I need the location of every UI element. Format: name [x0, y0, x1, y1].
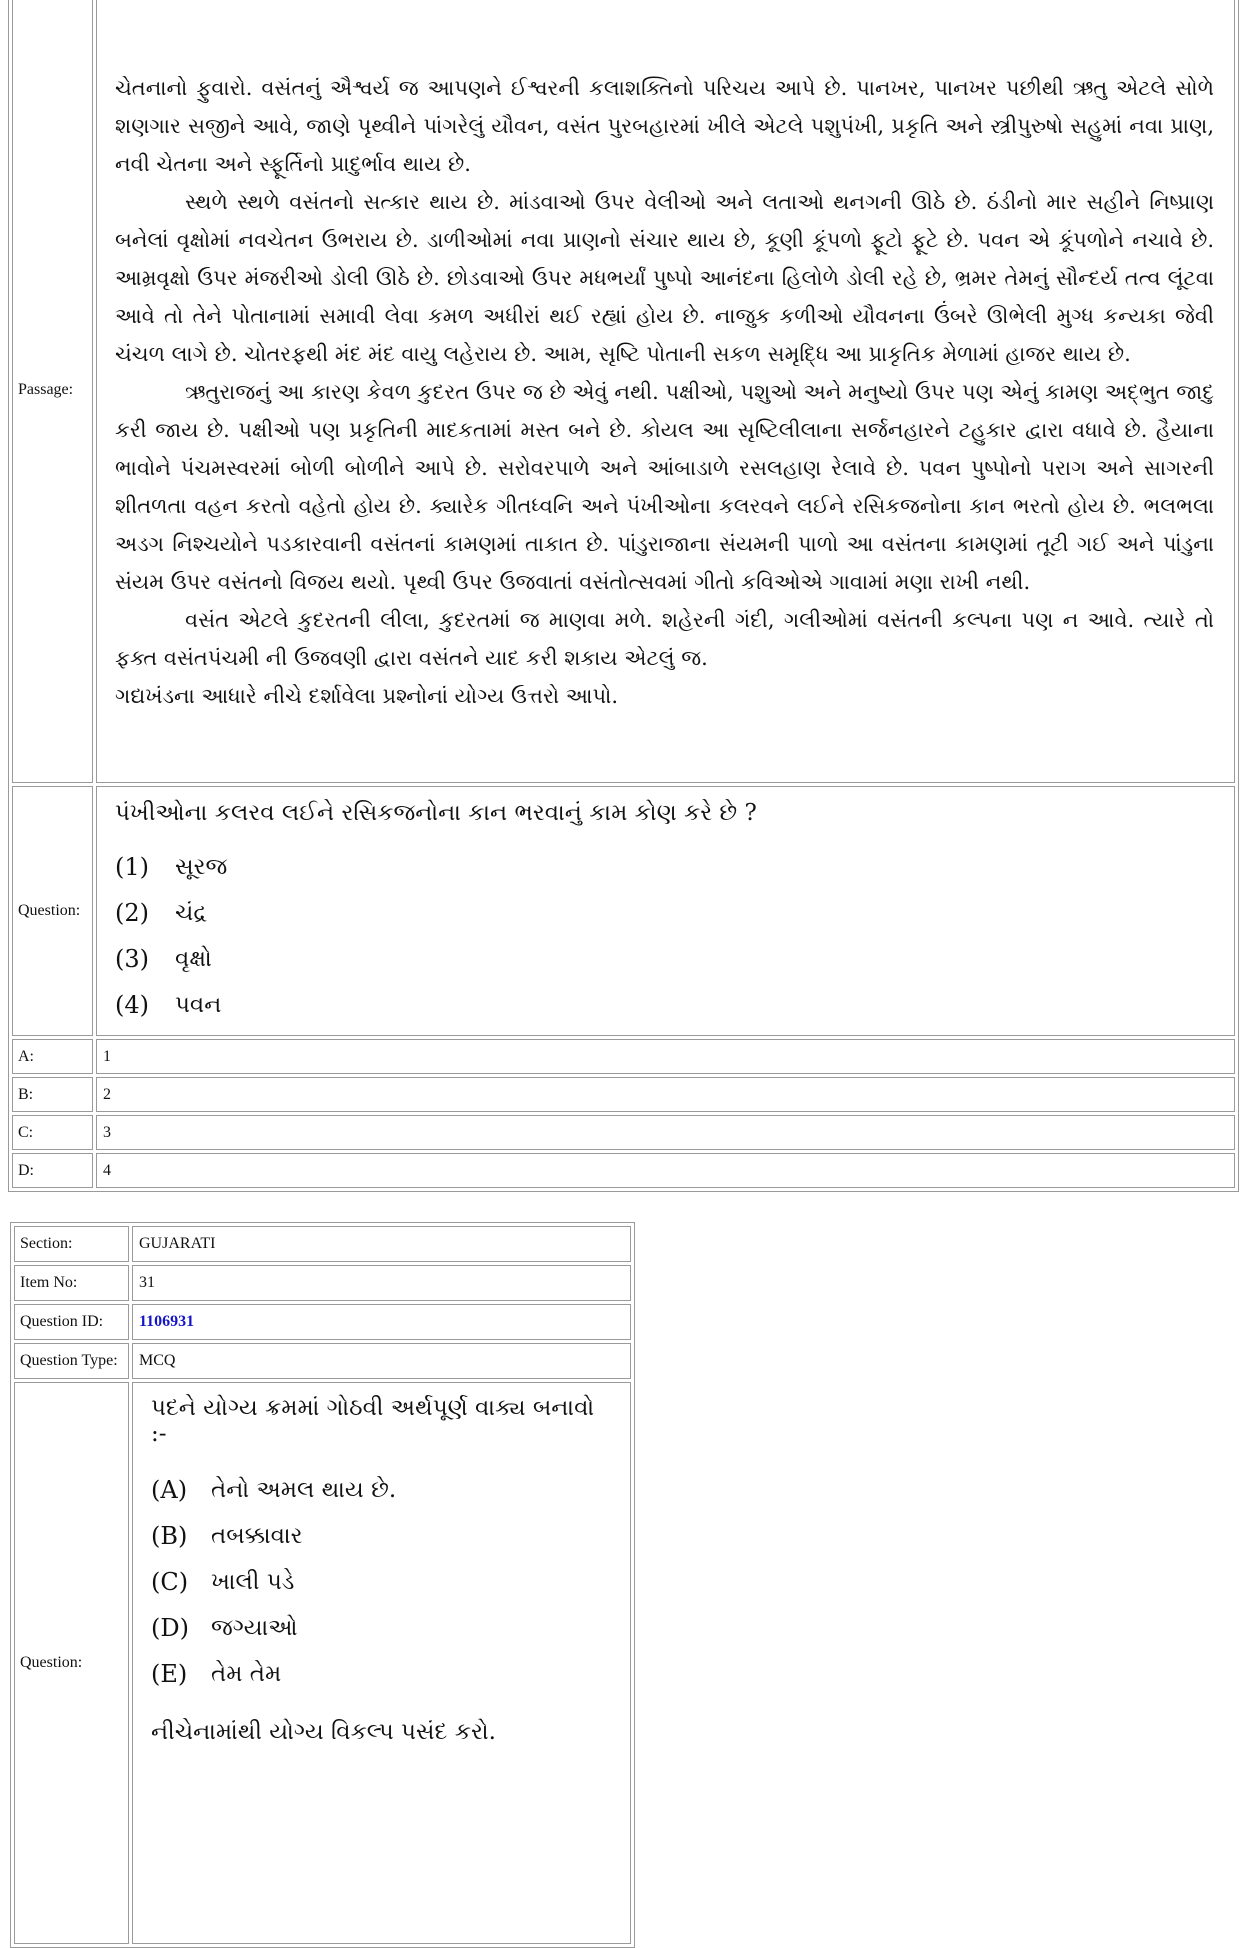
- option-text: સૂરજ: [175, 854, 228, 880]
- answer-label: D:: [12, 1153, 93, 1188]
- passage-row: [12, 0, 1235, 783]
- option-a: [151, 1467, 616, 1513]
- option-number: (E): [151, 1660, 188, 1688]
- option-number: (4): [115, 991, 149, 1019]
- answer-row-d: [12, 1153, 1235, 1188]
- question-row-2: [14, 1382, 631, 1944]
- section-label: Section:: [14, 1226, 129, 1262]
- question-id-label: Question ID:: [14, 1304, 129, 1340]
- option-3: [115, 936, 1216, 982]
- item-row: [14, 1265, 631, 1301]
- option-text: તબક્કાવાર: [211, 1523, 303, 1549]
- option-c: [151, 1559, 616, 1605]
- option-text: વૃક્ષો: [175, 946, 212, 972]
- option-text: ચંદ્ર: [175, 900, 207, 926]
- option-number: (1): [115, 853, 149, 881]
- option-number: (2): [115, 899, 149, 927]
- option-text: પવન: [175, 992, 222, 1018]
- passage-paragraph-4: વસંત એટલે કુદરતની લીલા, કુદરતમાં જ માણવા મળે. શહેરની ગંદી, ગલીઓમાં વસંતની કલ્પના પણ ન આવે. ત્યારે તો ફક્ત વસંતપંચમી ની ઉજવણી દ્વારા વસંતને યાદ કરી શકાય એટલું જ.: [115, 608, 1214, 670]
- section-value: GUJARATI: [132, 1226, 631, 1262]
- option-b: [151, 1513, 616, 1559]
- option-number: (3): [115, 945, 149, 973]
- answer-row-c: [12, 1115, 1235, 1150]
- answer-row-b: [12, 1077, 1235, 1112]
- option-text: ખાલી પડે: [211, 1569, 295, 1595]
- question-type-label: Question Type:: [14, 1343, 129, 1379]
- passage-label: Passage:: [12, 0, 93, 783]
- item-no-label: Item No:: [14, 1265, 129, 1301]
- answer-value: 3: [96, 1115, 1235, 1150]
- answer-value: 1: [96, 1039, 1235, 1074]
- question-type-value: MCQ: [132, 1343, 631, 1379]
- option-number: (D): [151, 1614, 189, 1642]
- answer-label: C:: [12, 1115, 93, 1150]
- option-number: (C): [151, 1568, 189, 1596]
- option-text: તેનો અમલ થાય છે.: [211, 1477, 397, 1503]
- option-number: (A): [151, 1476, 188, 1504]
- answer-value: 4: [96, 1153, 1235, 1188]
- option-1: [115, 844, 1216, 890]
- question-cell: [132, 1382, 631, 1944]
- passage-instruction: ગદ્યખંડના આધારે નીચે દર્શાવેલા પ્રશ્નોનાં યોગ્ય ઉત્તરો આપો.: [115, 684, 619, 708]
- passage-paragraph-2: સ્થળે સ્થળે વસંતનો સત્કાર થાય છે. માંડવાઓ ઉપર વેલીઓ અને લતાઓ થનગની ઊઠે છે. ઠંડીનો માર સહીને નિષ્પ્રાણ બનેલાં વૃક્ષોમાં નવચેતન ઉભરાય છે. ડાળીઓમાં નવા પ્રાણનો સંચાર થાય છે, કૂણી કૂંપળો ફૂટો ફૂટે છે. પવન એ કૂંપળોને નચાવે છે. આમ્રવૃક્ષો ઉપર મંજરીઓ ડોલી ઊઠે છે. છોડવાઓ ઉપર મધભર્યાં પુષ્પો આનંદના હિલોળે ડોલી રહે છે, ભ્રમર તેમનું સૌન્દર્ય તત્વ લૂંટવા આવે તો તેને પોતાનામાં સમાવી લેવા કમળ અધીરાં થઈ રહ્યાં હોય છે. નાજુક કળીઓ યૌવનના ઉંબરે ઊભેલી મુગ્ધ કન્યકા જેવી ચંચળ લાગે છે. ચોતરફથી મંદ મંદ વાયુ લહેરાય છે. આમ, સૃષ્ટિ પોતાની સકળ સમૃદ્ધિ આ પ્રાકૃતિક મેળામાં હાજર થાય છે.: [115, 190, 1214, 366]
- question-text: પંખીઓના કલરવ લઈને રસિકજનોના કાન ભરવાનું કામ કોણ કરે છે ?: [115, 800, 757, 826]
- question-label: Question:: [12, 786, 93, 1036]
- question-row: [12, 786, 1235, 1036]
- passage-paragraph-3: ઋતુરાજનું આ કારણ કેવળ કુદરત ઉપર જ છે એવું નથી. પક્ષીઓ, પશુઓ અને મનુષ્યો ઉપર પણ એનું કામણ અદ્ભુત જાદુ કરી જાય છે. પક્ષીઓ પણ પ્રકૃતિની માદકતામાં મસ્ત બને છે. કોયલ આ સૃષ્ટિલીલાના સર્જનહારને ટહુકાર દ્વારા વધાવે છે. હૈયાના ભાવોને પંચમસ્વરમાં બોળી બોળીને આપે છે. સરોવરપાળે અને આંબાડાળે રસલહાણ રેલાવે છે. પવન પુષ્પોનો પરાગ અને સાગરની શીતળતા વહન કરતો વહેતો હોય છે. ક્યારેક ગીતધ્વનિ અને પંખીઓના કલરવને લઈને રસિકજનોના કાન ભરતો હોય છે. ભલભલા અડગ નિશ્ચયોને પડકારવાની વસંતનાં કામણમાં તાકાત છે. પાંડુરાજાના સંયમની પાળો આ વસંતના કામણમાં તૂટી ગઈ અને પાંડુના સંયમ ઉપર વસંતનો વિજય થયો. પૃથ્વી ઉપર ઉજવાતાં વસંતોત્સવમાં ગીતો કવિઓએ ગાવામાં મણા રાખી નથી.: [115, 380, 1214, 594]
- passage-paragraph-1: ચેતનાનો ફુવારો. વસંતનું ઐશ્વર્ય જ આપણને ઈશ્વરની કલાશક્તિનો પરિચય આપે છે. પાનખર, પાનખર પછીથી ઋતુ એટલે સોળે શણગાર સજીને આવે, જાણે પૃથ્વીને પાંગરેલું યૌવન, વસંત પુરબહારમાં ખીલે એટલે પશુપંખી, પ્રકૃતિ અને સ્ત્રીપુરુષો સહુમાં નવા પ્રાણ, નવી ચેતના અને સ્ફૂર્તિનો પ્રાદુર્ભાવ થાય છે.: [115, 76, 1214, 176]
- passage-cell: [96, 0, 1235, 783]
- question-cell: [96, 786, 1235, 1036]
- question-id-value: 1106931: [132, 1304, 631, 1340]
- question-type-row: [14, 1343, 631, 1379]
- option-2: [115, 890, 1216, 936]
- section-row: [14, 1226, 631, 1262]
- question-instruction: નીચેનામાંથી યોગ્ય વિકલ્પ પસંદ કરો.: [151, 1719, 496, 1745]
- option-e: [151, 1651, 616, 1697]
- option-text: તેમ તેમ: [211, 1661, 282, 1687]
- option-4: [115, 982, 1216, 1028]
- answer-label: B:: [12, 1077, 93, 1112]
- item-no-value: 31: [132, 1265, 631, 1301]
- question-block-2: [10, 1222, 635, 1948]
- option-number: (B): [151, 1522, 188, 1550]
- question-block-1: [8, 0, 1239, 1192]
- answer-row-a: [12, 1039, 1235, 1074]
- option-d: [151, 1605, 616, 1651]
- answer-value: 2: [96, 1077, 1235, 1112]
- option-text: જગ્યાઓ: [211, 1615, 298, 1641]
- question-label: Question:: [14, 1382, 129, 1944]
- question-id-row: [14, 1304, 631, 1340]
- question-text: પદને યોગ્ય ક્રમમાં ગોઠવી અર્થપૂર્ણ વાક્ય બનાવો :-: [151, 1395, 595, 1447]
- answer-label: A:: [12, 1039, 93, 1074]
